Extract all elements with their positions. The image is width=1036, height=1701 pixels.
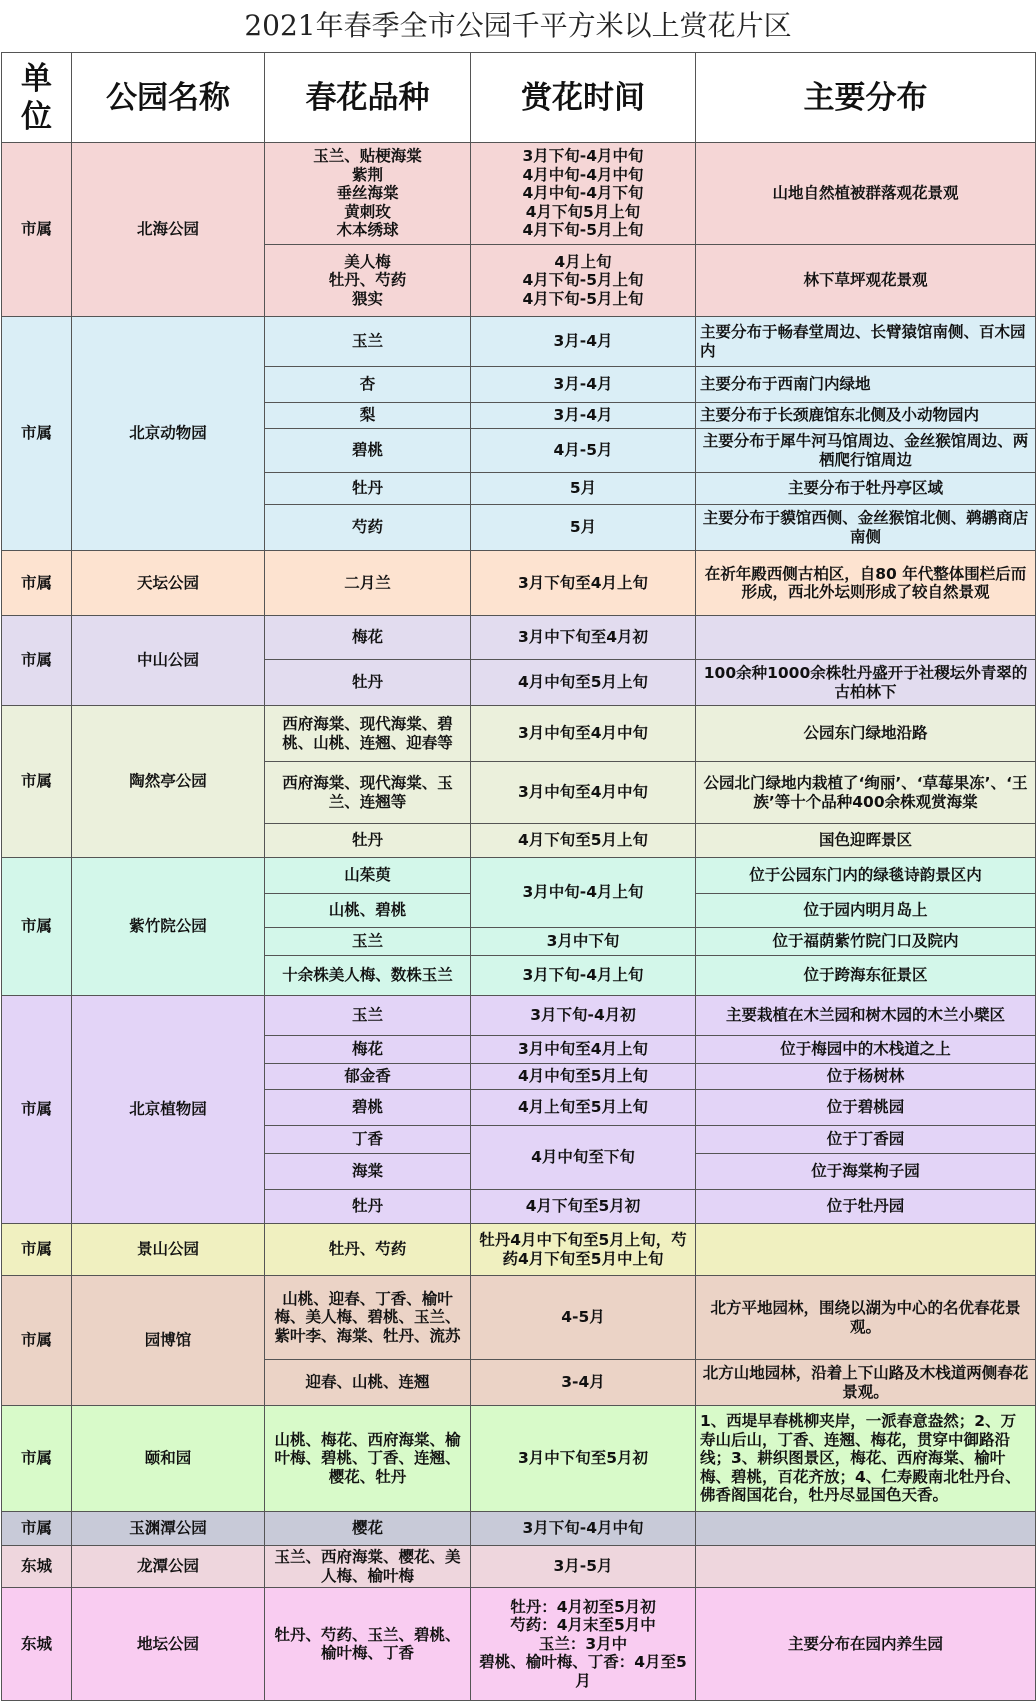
unit-cell: 市属 (2, 1406, 72, 1512)
time-cell: 4月下旬至5月初 (471, 1190, 696, 1224)
distribution-cell: 主要分布于畅春堂周边、长臂猿馆南侧、百木园内 (696, 317, 1036, 367)
unit-cell: 市属 (2, 143, 72, 317)
distribution-cell: 主要分布于西南门内绿地 (696, 367, 1036, 403)
park-cell: 紫竹院公园 (72, 858, 265, 996)
time-cell: 4月中旬至5月上旬 (471, 660, 696, 706)
flower-cell: 丁香 (265, 1126, 471, 1154)
park-cell: 园博馆 (72, 1276, 265, 1406)
unit-cell: 市属 (2, 1224, 72, 1276)
park-cell: 龙潭公园 (72, 1546, 265, 1588)
table-row (2, 858, 1036, 894)
distribution-cell: 位于杨树林 (696, 1064, 1036, 1090)
park-cell: 天坛公园 (72, 551, 265, 616)
unit-cell: 市属 (2, 317, 72, 551)
table-row (2, 143, 1036, 245)
time-cell: 3月中旬至4月上旬 (471, 1036, 696, 1064)
flower-cell: 梅花 (265, 1036, 471, 1064)
distribution-cell: 位于海棠枸子园 (696, 1154, 1036, 1190)
distribution-cell: 主要分布于长颈鹿馆东北侧及小动物园内 (696, 403, 1036, 429)
time-cell: 4月上旬至5月上旬 (471, 1090, 696, 1126)
flower-table (1, 52, 1036, 1701)
flower-cell: 郁金香 (265, 1064, 471, 1090)
park-cell: 陶然亭公园 (72, 706, 265, 858)
time-cell: 3-4月 (471, 1360, 696, 1406)
flower-cell: 山桃、迎春、丁香、榆叶梅、美人梅、碧桃、玉兰、紫叶李、海棠、牡丹、流苏 (265, 1276, 471, 1360)
flower-cell: 杏 (265, 367, 471, 403)
unit-cell: 市属 (2, 1512, 72, 1546)
park-cell: 北京植物园 (72, 996, 265, 1224)
time-cell: 4月-5月 (471, 429, 696, 473)
unit-cell: 市属 (2, 616, 72, 706)
unit-cell: 市属 (2, 858, 72, 996)
unit-cell: 东城 (2, 1546, 72, 1588)
flower-cell: 十余株美人梅、数株玉兰 (265, 956, 471, 996)
header-unit: 单位 (2, 53, 72, 143)
park-cell: 北海公园 (72, 143, 265, 317)
time-cell: 5月 (471, 505, 696, 551)
park-cell: 地坛公园 (72, 1588, 265, 1701)
time-cell: 3月中旬-4月上旬 (471, 858, 696, 928)
distribution-cell: 位于公园东门内的绿毯诗韵景区内 (696, 858, 1036, 894)
distribution-cell: 位于牡丹园 (696, 1190, 1036, 1224)
time-cell: 3月-5月 (471, 1546, 696, 1588)
flower-cell: 牡丹 (265, 660, 471, 706)
distribution-cell: 位于碧桃园 (696, 1090, 1036, 1126)
distribution-cell: 公园北门绿地内栽植了‘绚丽’、‘草莓果冻’、‘王族’等十个品种400余株观赏海棠 (696, 762, 1036, 824)
time-cell: 4-5月 (471, 1276, 696, 1360)
distribution-cell: 100余种1000余株牡丹盛开于社稷坛外青翠的古柏林下 (696, 660, 1036, 706)
distribution-cell: 北方山地园林，沿着上下山路及木栈道两侧春花景观。 (696, 1360, 1036, 1406)
distribution-cell (696, 1224, 1036, 1276)
flower-cell: 芍药 (265, 505, 471, 551)
flower-cell: 玉兰 (265, 928, 471, 956)
flower-cell: 海棠 (265, 1154, 471, 1190)
distribution-cell: 主要分布于牡丹亭区域 (696, 473, 1036, 505)
flower-cell: 玉兰、贴梗海棠 紫荆 垂丝海棠 黄刺玫 木本绣球 (265, 143, 471, 245)
header-flower: 春花品种 (265, 53, 471, 143)
flower-cell: 玉兰、西府海棠、樱花、美人梅、榆叶梅 (265, 1546, 471, 1588)
park-cell: 北京动物园 (72, 317, 265, 551)
header-park: 公园名称 (72, 53, 265, 143)
flower-cell: 玉兰 (265, 996, 471, 1036)
time-cell: 3月中旬至4月中旬 (471, 762, 696, 824)
table-row (2, 1224, 1036, 1276)
distribution-cell: 位于跨海东征景区 (696, 956, 1036, 996)
flower-cell: 山桃、碧桃 (265, 894, 471, 928)
time-cell: 3月中下旬至4月初 (471, 616, 696, 660)
flower-cell: 西府海棠、现代海棠、玉兰、连翘等 (265, 762, 471, 824)
flower-cell: 碧桃 (265, 1090, 471, 1126)
distribution-cell (696, 616, 1036, 660)
flower-cell: 二月兰 (265, 551, 471, 616)
time-cell: 4月中旬至下旬 (471, 1126, 696, 1190)
time-cell: 3月中下旬至5月初 (471, 1406, 696, 1512)
table-row (2, 1588, 1036, 1701)
distribution-cell: 公园东门绿地沿路 (696, 706, 1036, 762)
park-cell: 颐和园 (72, 1406, 265, 1512)
park-cell: 玉渊潭公园 (72, 1512, 265, 1546)
distribution-cell: 主要分布在园内养生园 (696, 1588, 1036, 1701)
distribution-cell (696, 1512, 1036, 1546)
time-cell: 4月中旬至5月上旬 (471, 1064, 696, 1090)
flower-cell: 牡丹 (265, 824, 471, 858)
flower-cell: 梨 (265, 403, 471, 429)
time-cell: 4月上旬 4月下旬-5月上旬 4月下旬-5月上旬 (471, 245, 696, 317)
distribution-cell: 主要分布于犀牛河马馆周边、金丝猴馆周边、两栖爬行馆周边 (696, 429, 1036, 473)
unit-cell: 市属 (2, 996, 72, 1224)
flower-cell: 山茱萸 (265, 858, 471, 894)
time-cell: 3月下旬-4月上旬 (471, 956, 696, 996)
time-cell: 3月下旬-4月中旬 (471, 1512, 696, 1546)
distribution-cell: 位于丁香园 (696, 1126, 1036, 1154)
flower-cell: 牡丹、芍药 (265, 1224, 471, 1276)
flower-cell: 玉兰 (265, 317, 471, 367)
park-cell: 中山公园 (72, 616, 265, 706)
table-row (2, 1546, 1036, 1588)
table-row (2, 706, 1036, 762)
flower-cell: 牡丹、芍药、玉兰、碧桃、榆叶梅、丁香 (265, 1588, 471, 1701)
header-time: 赏花时间 (471, 53, 696, 143)
time-cell: 牡丹4月中下旬至5月上旬，芍药4月下旬至5月中上旬 (471, 1224, 696, 1276)
time-cell: 3月下旬-4月初 (471, 996, 696, 1036)
flower-cell: 西府海棠、现代海棠、碧桃、山桃、连翘、迎春等 (265, 706, 471, 762)
flower-cell: 美人梅 牡丹、芍药 猥实 (265, 245, 471, 317)
flower-cell: 碧桃 (265, 429, 471, 473)
time-cell: 3月中下旬 (471, 928, 696, 956)
time-cell: 3月-4月 (471, 367, 696, 403)
distribution-cell: 主要栽植在木兰园和树木园的木兰小檗区 (696, 996, 1036, 1036)
time-cell: 牡丹：4月初至5月初 芍药：4月末至5月中 玉兰：3月中 碧桃、榆叶梅、丁香：4月至5月 (471, 1588, 696, 1701)
unit-cell: 东城 (2, 1588, 72, 1701)
distribution-cell: 主要分布于貘馆西侧、金丝猴馆北侧、鹈鹕商店南侧 (696, 505, 1036, 551)
time-cell: 3月-4月 (471, 403, 696, 429)
table-row (2, 317, 1036, 367)
table-row (2, 1406, 1036, 1512)
table-row (2, 1512, 1036, 1546)
unit-cell: 市属 (2, 551, 72, 616)
time-cell: 3月下旬-4月中旬 4月中旬-4月中旬 4月中旬-4月下旬 4月下旬5月上旬 4月下旬-5月上旬 (471, 143, 696, 245)
distribution-cell: 位于园内明月岛上 (696, 894, 1036, 928)
flower-cell: 山桃、梅花、西府海棠、榆叶梅、碧桃、丁香、连翘、樱花、牡丹 (265, 1406, 471, 1512)
flower-cell: 梅花 (265, 616, 471, 660)
distribution-cell: 林下草坪观花景观 (696, 245, 1036, 317)
table-row (2, 616, 1036, 660)
distribution-cell: 国色迎晖景区 (696, 824, 1036, 858)
distribution-cell (696, 1546, 1036, 1588)
header-distribution: 主要分布 (696, 53, 1036, 143)
time-cell: 4月下旬至5月上旬 (471, 824, 696, 858)
park-cell: 景山公园 (72, 1224, 265, 1276)
time-cell: 3月-4月 (471, 317, 696, 367)
flower-cell: 迎春、山桃、连翘 (265, 1360, 471, 1406)
table-row (2, 551, 1036, 616)
time-cell: 3月中旬至4月中旬 (471, 706, 696, 762)
distribution-cell: 位于福荫紫竹院门口及院内 (696, 928, 1036, 956)
time-cell: 3月下旬至4月上旬 (471, 551, 696, 616)
flower-cell: 牡丹 (265, 1190, 471, 1224)
flower-cell: 牡丹 (265, 473, 471, 505)
time-cell: 5月 (471, 473, 696, 505)
unit-cell: 市属 (2, 1276, 72, 1406)
table-row (2, 1276, 1036, 1360)
header-row (2, 53, 1036, 143)
table-row (2, 996, 1036, 1036)
distribution-cell: 在祈年殿西侧古柏区，自80 年代整体围栏后而形成，西北外坛则形成了较自然景观 (696, 551, 1036, 616)
distribution-cell: 位于梅园中的木栈道之上 (696, 1036, 1036, 1064)
distribution-cell: 山地自然植被群落观花景观 (696, 143, 1036, 245)
page-title: 2021年春季全市公园千平方米以上赏花片区 (244, 9, 792, 42)
flower-cell: 樱花 (265, 1512, 471, 1546)
unit-cell: 市属 (2, 706, 72, 858)
distribution-cell: 北方平地园林，围绕以湖为中心的名优春花景观。 (696, 1276, 1036, 1360)
distribution-cell: 1、西堤早春桃柳夹岸，一派春意盎然；2、万寿山后山，丁香、连翘、梅花，贯穿中御路沿线；3、耕织图景区，梅花、西府海棠、榆叶梅、碧桃，百花齐放；4、仁寿殿南北牡丹台、佛香阁国花台，牡丹尽显国色天香。 (696, 1406, 1036, 1512)
